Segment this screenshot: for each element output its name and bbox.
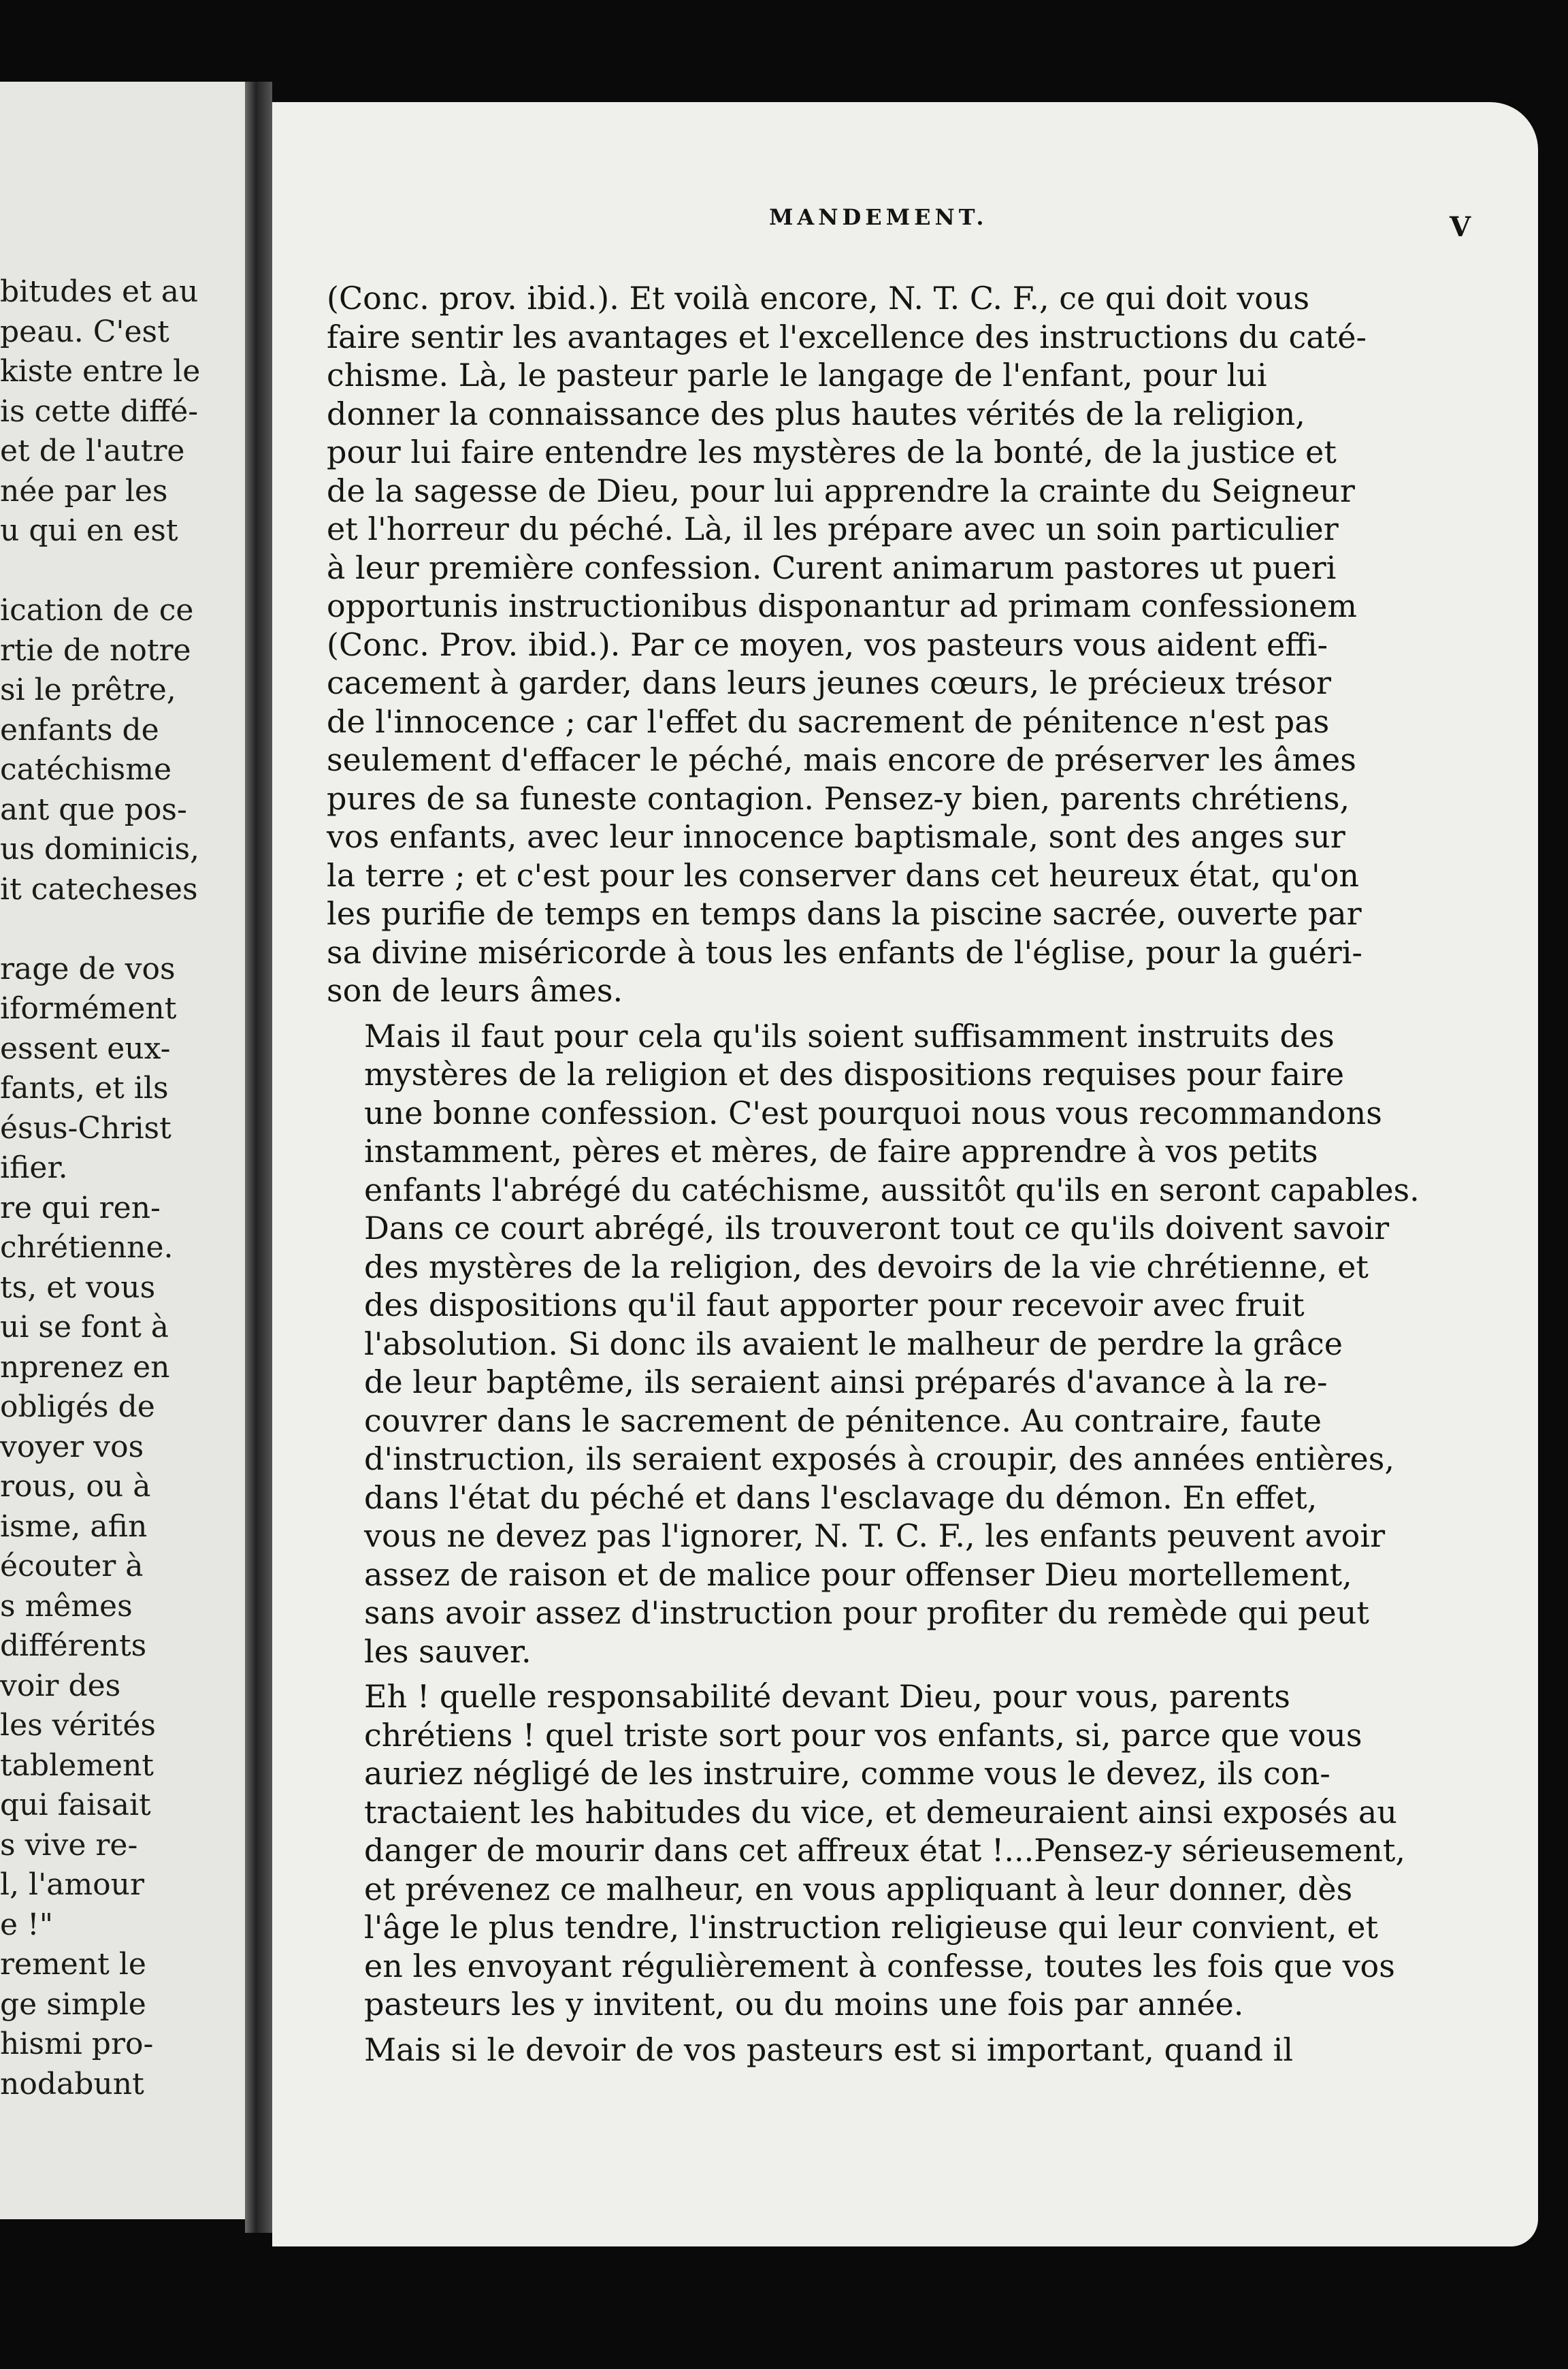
facing-page-line: ge simple bbox=[0, 1986, 146, 2022]
text-line: des mystères de la religion, des devoirs de la vie chrétienne, et bbox=[364, 1248, 1369, 1285]
facing-page-line: différents bbox=[0, 1628, 147, 1663]
facing-page-line: voir des bbox=[0, 1668, 121, 1703]
text-line: tractaient les habitudes du vice, et demeuraient ainsi exposés au bbox=[364, 1793, 1397, 1831]
facing-page-line: ifier. bbox=[0, 1150, 68, 1185]
facing-page-line: obligés de bbox=[0, 1389, 155, 1424]
text-line: une bonne confession. C'est pourquoi nous vous recommandons bbox=[364, 1094, 1382, 1131]
text-line: dans l'état du péché et dans l'esclavage du démon. En effet, bbox=[364, 1479, 1318, 1516]
text-line: donner la connaissance des plus hautes vérités de la religion, bbox=[327, 395, 1305, 432]
facing-page-line: rage de vos bbox=[0, 951, 176, 986]
facing-page-line: essent eux- bbox=[0, 1031, 171, 1066]
text-line: pour lui faire entendre les mystères de la bonté, de la justice et bbox=[327, 434, 1337, 470]
text-line: mystères de la religion et des dispositions requises pour faire bbox=[364, 1056, 1345, 1093]
text-line: de l'innocence ; car l'effet du sacrement de pénitence n'est pas bbox=[327, 703, 1330, 740]
text-line: de la sagesse de Dieu, pour lui apprendre la crainte du Seigneur bbox=[327, 472, 1355, 509]
text-line: d'instruction, ils seraient exposés à croupir, des années entières, bbox=[364, 1440, 1395, 1477]
text-line: enfants l'abrégé du catéchisme, aussitôt qu'ils en seront capables. bbox=[364, 1171, 1420, 1208]
paragraph bbox=[327, 279, 1375, 1010]
facing-page-line: bitudes et au bbox=[0, 274, 199, 309]
facing-page-line: isme, afin bbox=[0, 1509, 148, 1544]
facing-page-line: peau. C'est bbox=[0, 314, 169, 349]
text-line: l'âge le plus tendre, l'instruction religieuse qui leur convient, et bbox=[364, 1909, 1378, 1946]
facing-page-fragment bbox=[0, 82, 245, 2219]
text-line: vous ne devez pas l'ignorer, N. T. C. F., les enfants peuvent avoir bbox=[364, 1517, 1386, 1554]
facing-page-line: qui faisait bbox=[0, 1788, 151, 1822]
facing-page-line: is cette diffé- bbox=[0, 393, 199, 429]
text-line: Dans ce court abrégé, ils trouveront tout ce qu'ils doivent savoir bbox=[364, 1210, 1390, 1246]
text-line: sans avoir assez d'instruction pour profiter du remède qui peut bbox=[364, 1594, 1369, 1631]
text-line: et l'horreur du péché. Là, il les prépare avec un soin particulier bbox=[327, 511, 1339, 547]
text-line: auriez négligé de les instruire, comme vous le devez, ils con- bbox=[364, 1755, 1330, 1792]
running-head: MANDEMENT. bbox=[769, 204, 988, 230]
text-line: pasteurs les y invitent, ou du moins une fois par année. bbox=[364, 1986, 1244, 2022]
facing-page-line: kiste entre le bbox=[0, 354, 201, 389]
facing-page-line: les vérités bbox=[0, 1708, 156, 1743]
text-line: Eh ! quelle responsabilité devant Dieu, pour vous, parents bbox=[364, 1678, 1290, 1715]
text-line: couvrer dans le sacrement de pénitence. Au contraire, faute bbox=[364, 1402, 1322, 1439]
facing-page-line: us dominicis, bbox=[0, 832, 200, 867]
facing-page-line: fants, et ils bbox=[0, 1071, 169, 1106]
text-line: (Conc. prov. ibid.). Et voilà encore, N. T. C. F., ce qui doit vous bbox=[327, 280, 1310, 317]
facing-page-line: ui se font à bbox=[0, 1310, 169, 1344]
text-line: l'absolution. Si donc ils avaient le malheur de perdre la grâce bbox=[364, 1325, 1343, 1362]
facing-page-line: l, l'amour bbox=[0, 1867, 145, 1902]
text-line: en les envoyant régulièrement à confesse, toutes les fois que vos bbox=[364, 1947, 1395, 1984]
facing-page-line: e !" bbox=[0, 1907, 53, 1942]
facing-page-line: enfants de bbox=[0, 712, 159, 747]
text-line: chrétiens ! quel triste sort pour vos enfants, si, parce que vous bbox=[364, 1716, 1362, 1754]
text-line: sa divine miséricorde à tous les enfants de l'église, pour la guéri- bbox=[327, 933, 1362, 971]
facing-page-line: hismi pro- bbox=[0, 2027, 154, 2061]
text-line: assez de raison et de malice pour offenser Dieu mortellement, bbox=[364, 1556, 1352, 1593]
facing-page-line: s vive re- bbox=[0, 1827, 138, 1863]
facing-page-line: ésus-Christ bbox=[0, 1110, 172, 1146]
text-line: danger de mourir dans cet affreux état !...Pensez-y sérieusement, bbox=[364, 1832, 1405, 1869]
text-line: les sauver. bbox=[364, 1632, 532, 1670]
facing-page-line: chrétienne. bbox=[0, 1230, 174, 1265]
text-line: des dispositions qu'il faut apporter pour recevoir avec fruit bbox=[364, 1287, 1305, 1323]
facing-page-line: u qui en est bbox=[0, 513, 178, 548]
text-line: la terre ; et c'est pour les conserver dans cet heureux état, qu'on bbox=[327, 856, 1359, 894]
facing-page-line: ant que pos- bbox=[0, 792, 187, 827]
body-text bbox=[327, 279, 1420, 2076]
text-line: (Conc. Prov. ibid.). Par ce moyen, vos pasteurs vous aident effi- bbox=[327, 626, 1328, 663]
text-line: vos enfants, avec leur innocence baptismale, sont des anges sur bbox=[327, 818, 1345, 855]
paragraph bbox=[327, 2031, 1375, 2069]
facing-page-line: écouter à bbox=[0, 1549, 144, 1583]
facing-page-line: ication de ce bbox=[0, 593, 194, 628]
book-page bbox=[272, 102, 1538, 2246]
facing-page-line: voyer vos bbox=[0, 1429, 144, 1464]
facing-page-line: née par les bbox=[0, 473, 168, 509]
text-line: chisme. Là, le pasteur parle le langage de l'enfant, pour lui bbox=[327, 357, 1267, 393]
text-line: et prévenez ce malheur, en vous appliquant à leur donner, dès bbox=[364, 1870, 1353, 1907]
paragraph bbox=[327, 1677, 1405, 2024]
paragraph bbox=[327, 1017, 1420, 1671]
facing-page-line: si le prêtre, bbox=[0, 673, 176, 707]
text-line: à leur première confession. Curent animarum pastores ut pueri bbox=[327, 549, 1337, 586]
facing-page-line: ts, et vous bbox=[0, 1270, 156, 1305]
text-line: Mais si le devoir de vos pasteurs est si important, quand il bbox=[364, 2031, 1294, 2068]
facing-page-line: re qui ren- bbox=[0, 1190, 161, 1225]
text-line: faire sentir les avantages et l'excellence des instructions du caté- bbox=[327, 318, 1367, 355]
text-line: les purifie de temps en temps dans la piscine sacrée, ouverte par bbox=[327, 895, 1362, 932]
book-gutter bbox=[245, 82, 272, 2233]
facing-page-line: rous, ou à bbox=[0, 1469, 151, 1504]
text-line: cacement à garder, dans leurs jeunes cœurs, le précieux trésor bbox=[327, 664, 1331, 701]
facing-page-line: rement le bbox=[0, 1947, 146, 1982]
page-number: V bbox=[1450, 211, 1471, 243]
facing-page-line: nodabunt bbox=[0, 2066, 144, 2101]
facing-page-line: nprenez en bbox=[0, 1349, 170, 1385]
facing-page-line: rtie de notre bbox=[0, 632, 191, 668]
facing-page-line: et de l'autre bbox=[0, 434, 185, 468]
facing-page-line: catéchisme bbox=[0, 752, 172, 787]
text-line: de leur baptême, ils seraient ainsi préparés d'avance à la re- bbox=[364, 1364, 1328, 1400]
text-line: opportunis instructionibus disponantur ad primam confessionem bbox=[327, 587, 1357, 624]
text-line: instamment, pères et mères, de faire apprendre à vos petits bbox=[364, 1133, 1318, 1170]
facing-page-line: s mêmes bbox=[0, 1588, 133, 1624]
text-line: son de leurs âmes. bbox=[327, 972, 623, 1009]
facing-page-line: tablement bbox=[0, 1747, 154, 1783]
text-line: seulement d'effacer le péché, mais encore de préserver les âmes bbox=[327, 741, 1356, 778]
text-line: Mais il faut pour cela qu'ils soient suffisamment instruits des bbox=[364, 1017, 1335, 1054]
text-line: pures de sa funeste contagion. Pensez-y bien, parents chrétiens, bbox=[327, 779, 1350, 817]
facing-page-line: iformément bbox=[0, 991, 177, 1026]
facing-page-line: it catecheses bbox=[0, 871, 198, 907]
